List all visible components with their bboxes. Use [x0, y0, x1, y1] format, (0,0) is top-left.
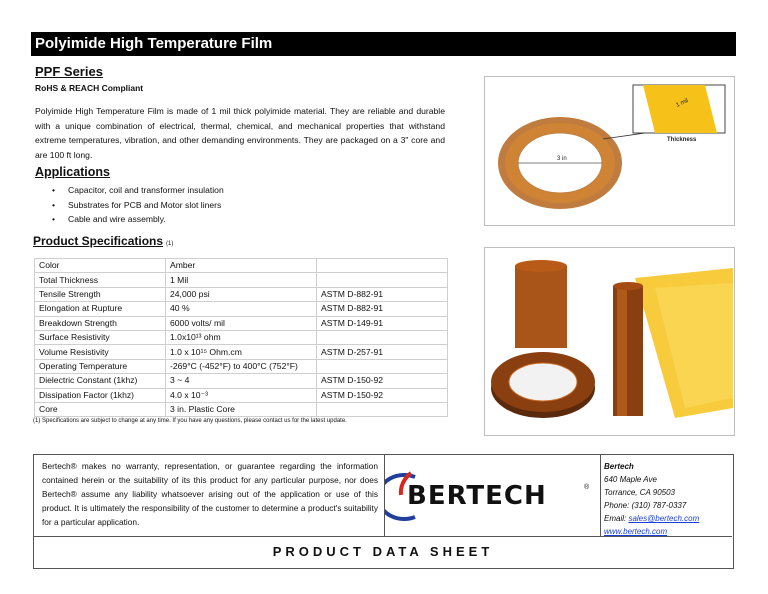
address-line-1: 640 Maple Ave [604, 475, 657, 484]
core-label: 3 in [557, 156, 567, 162]
product-photos-image [485, 248, 734, 435]
spec-value: 1 Mil [166, 273, 317, 287]
spec-property: Core [35, 402, 166, 416]
address-line-2: Torrance, CA 90503 [604, 488, 676, 497]
spec-value: 40 % [166, 302, 317, 316]
page-title: Polyimide High Temperature Film [31, 32, 736, 56]
spec-standard: ASTM D-882-91 [317, 287, 448, 301]
disclaimer-text: Bertech® makes no warranty, representation, or guarantee regarding the information contained herein or the suitability of its this product for any particular purpose, nor does Bertech® assume any liability whatsoever arising out of the application or use of this product. It is ultimately the responsibility of the customer to determine a product's suitability for a particular application. [34, 455, 385, 536]
spec-value: 4.0 x 10⁻³ [166, 388, 317, 402]
table-row [35, 316, 448, 330]
spec-standard: ASTM D-257-91 [317, 345, 448, 359]
spec-value: 1.0 x 10¹⁵ Ohm.cm [166, 345, 317, 359]
spec-value: Amber [166, 259, 317, 273]
table-row [35, 259, 448, 273]
spec-standard: ASTM D-150-92 [317, 388, 448, 402]
spec-property: Volume Resistivity [35, 345, 166, 359]
spec-property: Surface Resistivity [35, 330, 166, 344]
spec-standard: ASTM D-149-91 [317, 316, 448, 330]
mil-label: 1 mil [675, 98, 690, 109]
bertech-logo [385, 455, 601, 536]
list-item: • Substrates for PCB and Motor slot liners [52, 198, 224, 213]
spec-property: Breakdown Strength [35, 316, 166, 330]
spec-property: Tensile Strength [35, 287, 166, 301]
spec-standard [317, 359, 448, 373]
spec-property: Dielectric Constant (1khz) [35, 374, 166, 388]
spec-standard: ASTM D-882-91 [317, 302, 448, 316]
series-name: PPF Series [35, 64, 103, 79]
spec-property: Dissipation Factor (1khz) [35, 388, 166, 402]
logo-text: BERTECH [407, 481, 547, 511]
table-row [35, 330, 448, 344]
spec-property: Total Thickness [35, 273, 166, 287]
list-item: • Cable and wire assembly. [52, 212, 224, 227]
tape-roll-diagram-image [485, 77, 734, 225]
spec-value: 1.0x10¹³ ohm [166, 330, 317, 344]
table-row [35, 302, 448, 316]
applications-heading: Applications [35, 165, 111, 179]
table-row [35, 273, 448, 287]
thickness-label: Thickness [667, 137, 697, 143]
spec-standard: ASTM D-150-92 [317, 374, 448, 388]
spec-standard [317, 402, 448, 416]
spec-property: Operating Temperature [35, 359, 166, 373]
applications-list [52, 183, 224, 227]
product-description: Polyimide High Temperature Film is made of 1 mil thick polyimide material. They are reliable and durable with a unique combination of electrical, thermal, chemical, and mechanical properties that withstand extreme temperatures, vibration, and other demanding environments. They are packaged on a 3" core and are 100 ft long. [35, 106, 445, 160]
specifications-heading-text: Product Specifications [33, 234, 164, 248]
list-item: • Capacitor, coil and transformer insulation [52, 183, 224, 198]
phone-number: Phone: (310) 787-0337 [604, 501, 687, 510]
spec-standard [317, 330, 448, 344]
spec-value: 6000 volts/ mil [166, 316, 317, 330]
table-row [35, 345, 448, 359]
tape-roll-diagram [484, 76, 735, 226]
spec-value: 3 in. Plastic Core [166, 402, 317, 416]
product-photos [484, 247, 735, 436]
email-line [604, 512, 699, 525]
footnote-marker: (1) [166, 241, 174, 247]
bertech-logo-image [385, 455, 599, 534]
table-row [35, 374, 448, 388]
contact-block [604, 460, 699, 538]
spec-property: Elongation at Rupture [35, 302, 166, 316]
table-row [35, 359, 448, 373]
spec-value: 3 ~ 4 [166, 374, 317, 388]
table-row [35, 287, 448, 301]
spec-value: -269°C (-452°F) to 400°C (752°F) [166, 359, 317, 373]
svg-text:®: ® [584, 484, 590, 491]
email-label: Email: [604, 514, 629, 523]
footer [33, 454, 734, 569]
document-type-label: PRODUCT DATA SHEET [34, 536, 732, 567]
table-row [35, 388, 448, 402]
company-name: Bertech [604, 462, 634, 471]
specifications-heading [33, 234, 173, 248]
specifications-footnote: (1) Specifications are subject to change at any time. If you have any questions, please contact us for the latest update. [33, 418, 347, 424]
website-link[interactable]: www.bertech.com [604, 527, 668, 536]
spec-property: Color [35, 259, 166, 273]
spec-value: 24,000 psi [166, 287, 317, 301]
specifications-table [34, 258, 448, 417]
spec-standard [317, 259, 448, 273]
email-link[interactable]: sales@bertech.com [628, 514, 700, 523]
compliance-label: RoHS & REACH Compliant [35, 83, 144, 93]
table-row [35, 402, 448, 416]
spec-standard [317, 273, 448, 287]
